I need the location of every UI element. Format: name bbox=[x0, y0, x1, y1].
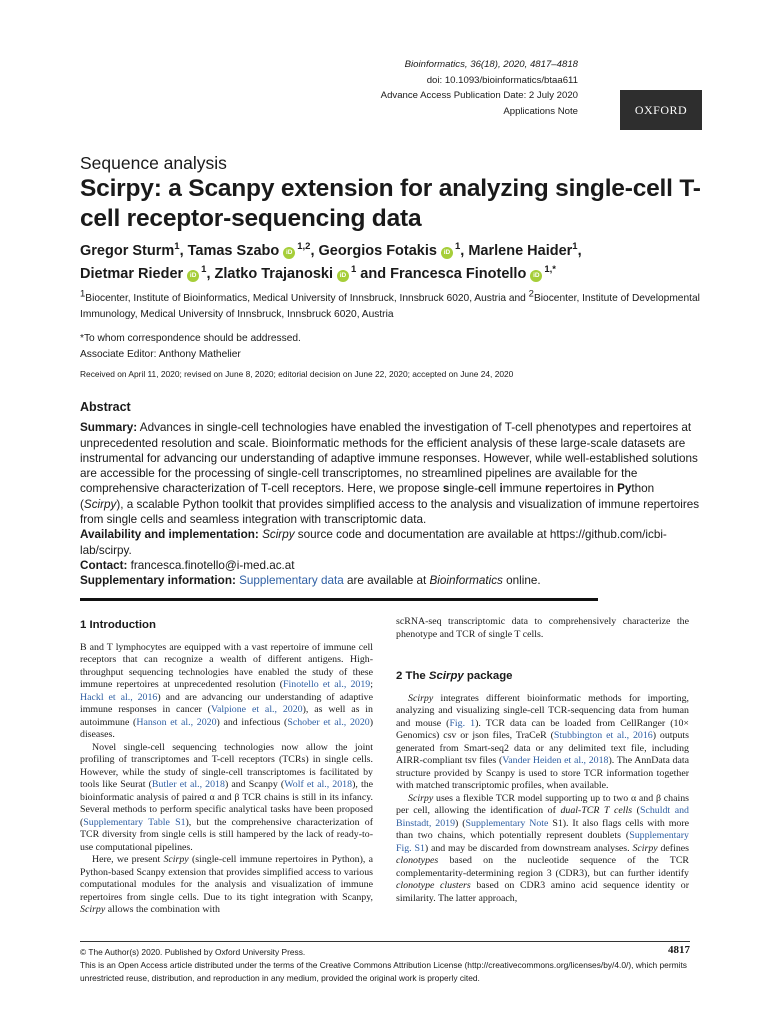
summary-text: ( bbox=[80, 497, 84, 511]
author-separator: , bbox=[577, 243, 582, 259]
author[interactable]: Gregor Sturm bbox=[80, 243, 175, 259]
journal-meta bbox=[381, 57, 578, 119]
supplementary-link[interactable]: Supplementary data bbox=[239, 574, 344, 588]
introduction-continuation bbox=[396, 616, 689, 641]
affiliation-marker: 1 bbox=[454, 241, 461, 253]
abstract-heading: Abstract bbox=[80, 400, 131, 414]
article-type: Applications Note bbox=[503, 105, 578, 117]
contact-email[interactable]: francesca.finotello@i-med.ac.at bbox=[127, 558, 295, 572]
paragraph: B and T lymphocytes are equipped with a vast repertoire of immune cell receptors that can recognize a wealth of different antigens. High-throughput sequencing technologies have enabled the study of these immune repertoires at unprecedented resolution (Finotello et al., 2019; Hackl et al., 2016) and are advancing our understanding of adaptive immune responses in cancer (Valpione et al., 2020), as well as in autoimmune (Hanson et al., 2020) and infectious (Schober et al., 2020) diseases. bbox=[80, 641, 373, 740]
abstract-supplementary bbox=[80, 573, 700, 588]
author-separator: , bbox=[206, 266, 215, 282]
tool-name: Scirpy bbox=[262, 528, 295, 542]
affiliation-marker: 1 bbox=[350, 264, 357, 276]
supplementary-label: Supplementary information: bbox=[80, 574, 236, 588]
acronym-word: ell bbox=[484, 482, 500, 496]
affiliations bbox=[80, 288, 720, 322]
paper-title: Scirpy: a Scanpy extension for analyzing single-cell T-cell receptor-sequencing data bbox=[80, 175, 701, 232]
section-heading: 2 The Scirpy package bbox=[396, 670, 513, 682]
citation-link[interactable]: Schuldt and Binstadt, 2019 bbox=[396, 805, 689, 829]
section-heading: 1 Introduction bbox=[80, 619, 156, 631]
submission-history: Received on April 11, 2020; revised on June 8, 2020; editorial decision on June 22, 2020; accepted on June 24, 2020 bbox=[80, 369, 514, 379]
journal-citation: Bioinformatics, 36(18), 2020, 4817–4818 bbox=[404, 59, 578, 70]
acronym-word: epertoires in bbox=[549, 482, 618, 496]
affiliation-text: Biocenter, Institute of Developmental Immunology, Medical University of Innsbruck, Innsbruck 6020, Austria bbox=[80, 293, 700, 320]
acronym-letter: s bbox=[442, 482, 450, 496]
orcid-icon[interactable]: iD bbox=[187, 270, 199, 282]
acronym-letter: i bbox=[499, 482, 503, 496]
orcid-icon[interactable]: iD bbox=[337, 270, 349, 282]
abstract bbox=[80, 400, 700, 589]
associate-editor: Associate Editor: Anthony Mathelier bbox=[80, 348, 241, 360]
summary-text: ), a scalable Python toolkit that provides simplified access to the analysis and visualization of immune repertoires from single cells and seamless integration with transcriptomic data. bbox=[80, 497, 700, 527]
author-list bbox=[80, 240, 720, 286]
copyright-notice: © The Author(s) 2020. Published by Oxford University Press. bbox=[80, 947, 306, 957]
paragraph: Novel single-cell sequencing technologies now allow the joint profiling of transcriptomes and T-cell receptors (TCRs) in single cells. However, while the study of single-cell transcriptomes is facilitated by tools like Seurat (Butler et al., 2018) and Scanpy (Wolf et al., 2018), the bioinformatic analysis of paired α and β TCR chains is still in its infancy. Several methods to perform specific analytical tasks have been proposed (Supplementary Table S1), but the comprehensive characterization of TCR diversity from single cells is still hampered by the lack of ready-to-use computational pipelines. bbox=[80, 741, 374, 853]
supplementary-figure-link[interactable]: Supplementary Fig. S1 bbox=[396, 830, 689, 854]
acronym-word: thon bbox=[631, 482, 655, 496]
paragraph: scRNA-seq transcriptomic data to comprehensively characterize the phenotype and TCR of single T cells. bbox=[396, 616, 689, 640]
publisher-logo-text: OXFORD bbox=[634, 102, 688, 117]
author[interactable]: Georgios Fotakis bbox=[318, 243, 437, 259]
contact-label: Contact: bbox=[80, 558, 128, 572]
acronym-word: ingle- bbox=[449, 482, 479, 496]
citation-link[interactable]: Finotello et al., 2019 bbox=[283, 679, 371, 690]
author-separator: and bbox=[356, 266, 391, 282]
orcid-icon[interactable]: iD bbox=[530, 270, 542, 282]
affiliation-number: 2 bbox=[528, 288, 534, 300]
figure-link[interactable]: Fig. 1 bbox=[449, 717, 476, 729]
package-section bbox=[396, 670, 689, 905]
affiliation-marker: 1 bbox=[174, 241, 180, 253]
footer bbox=[80, 946, 690, 985]
author[interactable]: Francesca Finotello bbox=[390, 266, 527, 282]
orcid-icon[interactable]: iD bbox=[441, 247, 453, 259]
summary-label: Summary: bbox=[80, 421, 138, 435]
affiliation-marker: 1,2 bbox=[297, 241, 311, 253]
acronym-word: mmune bbox=[502, 482, 545, 496]
abstract-divider bbox=[80, 598, 598, 601]
acronym-letter: Py bbox=[617, 482, 632, 496]
tool-name: Scirpy bbox=[83, 497, 117, 511]
affiliation-number: 1 bbox=[80, 288, 86, 300]
author-separator: , bbox=[460, 243, 469, 259]
correspondence-note: *To whom correspondence should be addressed. bbox=[80, 333, 301, 344]
affiliation-marker: 1,* bbox=[544, 264, 556, 276]
citation-link[interactable]: Schober et al., 2020 bbox=[287, 716, 370, 728]
acronym-letter: c bbox=[478, 482, 485, 496]
citation-link[interactable]: Vander Heiden et al., 2018 bbox=[502, 755, 609, 766]
supplementary-text: are available at bbox=[343, 574, 430, 588]
author[interactable]: Zlatko Trajanoski bbox=[214, 266, 333, 282]
affiliation-text: Biocenter, Institute of Bioinformatics, Medical University of Innsbruck, Innsbruck 6020, Austria and bbox=[85, 293, 529, 304]
supplementary-note-link[interactable]: Supplementary Note bbox=[465, 817, 549, 829]
abstract-summary bbox=[80, 420, 700, 527]
abstract-contact bbox=[80, 558, 700, 573]
advance-access-date: Advance Access Publication Date: 2 July 2020 bbox=[380, 90, 578, 101]
acronym-letter: r bbox=[544, 482, 550, 496]
footer-divider bbox=[80, 941, 690, 942]
availability-text[interactable]: source code and documentation are available at https://github.com/icbi-lab/scirpy. bbox=[80, 528, 667, 557]
author-separator: , bbox=[179, 243, 188, 259]
author[interactable]: Marlene Haider bbox=[468, 243, 573, 259]
correspondence-block bbox=[80, 331, 720, 362]
introduction-section bbox=[80, 619, 373, 917]
affiliation-marker: 1 bbox=[201, 264, 207, 276]
doi[interactable]: doi: 10.1093/bioinformatics/btaa611 bbox=[426, 74, 578, 86]
paragraph: Scirpy integrates different bioinformatic methods for importing, analyzing and visualizing single-cell TCR-sequencing data from human and mouse (Fig. 1). TCR data can be loaded from CellRanger (10× Genomics) csv or json files, TraCeR (Stubbington et al., 2016) outputs generated from Smart-seq2 data or any delimited text file, including AIRR-compliant tsv files (Vander Heiden et al., 2018). The AnnData data structure provided by Scanpy is used to store TCR information together with matched transcriptomic profiles, when available. bbox=[396, 692, 690, 791]
section-label: Sequence analysis bbox=[80, 153, 227, 173]
paragraph: Here, we present Scirpy (single-cell immune repertoires in Python), a Python-based Scanpy extension that provides simplified access to various computational modules for the analysis and visualization of immune repertoires from single cells. Due to its tight integration with Scanpy, Scirpy allows the combination with bbox=[80, 854, 374, 915]
supplementary-table-link[interactable]: Supplementary Table S1 bbox=[83, 816, 186, 828]
author[interactable]: Dietmar Rieder bbox=[80, 266, 184, 282]
citation-link[interactable]: Hackl et al., 2016 bbox=[80, 691, 158, 703]
availability-label: Availability and implementation: bbox=[80, 528, 259, 542]
summary-text: Advances in single-cell technologies have enabled the investigation of T-cell phenotypes and repertoires at unprecedented resolution and scale. Bioinformatic methods for the efficient analysis of these large-scale datasets are instrumental for advancing our understanding of adaptive immune responses. However, while well-established solutions are accessible for the processing of single-cell transcriptomes, no streamlined pipelines are available for the comprehensive characterization of T-cell receptors. Here, we propose bbox=[80, 421, 698, 496]
license-notice: This is an Open Access article distributed under the terms of the Creative Commons Attribution License (http://creativecommons.org/licenses/by/4.0/), which permits unrestricted reuse, distribution, and reproduction in any medium, provided the original work is properly cited. bbox=[80, 960, 687, 983]
citation-link[interactable]: Butler et al., 2018 bbox=[151, 779, 225, 790]
citation-link[interactable]: Stubbington et al., 2016 bbox=[553, 730, 653, 741]
citation-link[interactable]: Valpione et al., 2020 bbox=[210, 704, 303, 715]
citation-link[interactable]: Wolf et al., 2018 bbox=[284, 779, 353, 790]
affiliation-marker: 1 bbox=[572, 241, 578, 253]
supplementary-text: online. bbox=[502, 574, 541, 588]
page-number: 4817 bbox=[668, 944, 690, 956]
author-separator: , bbox=[310, 243, 319, 259]
publisher-logo bbox=[620, 90, 702, 130]
journal-name: Bioinformatics bbox=[429, 574, 503, 588]
citation-link[interactable]: Hanson et al., 2020 bbox=[136, 716, 217, 728]
abstract-availability bbox=[80, 527, 700, 558]
author[interactable]: Tamas Szabo bbox=[187, 243, 280, 259]
paragraph: Scirpy uses a flexible TCR model supporting up to two α and β chains per cell, allowing the identification of dual-TCR T cells (Schuldt and Binstadt, 2019) (Supplementary Note S1). It also flags cells with more than two chains, which potentially represent doublets (Supplementary Fig. S1) and may be discarded from downstream analyses. Scirpy defines clonotypes based on the nucleotide sequence of the TCR complementarity-determining region 3 (CDR3), but can further identify clonotype clusters based on CDR3 amino acid sequence identity or similarity. The latter approach, bbox=[396, 792, 690, 904]
orcid-icon[interactable]: iD bbox=[283, 247, 295, 259]
